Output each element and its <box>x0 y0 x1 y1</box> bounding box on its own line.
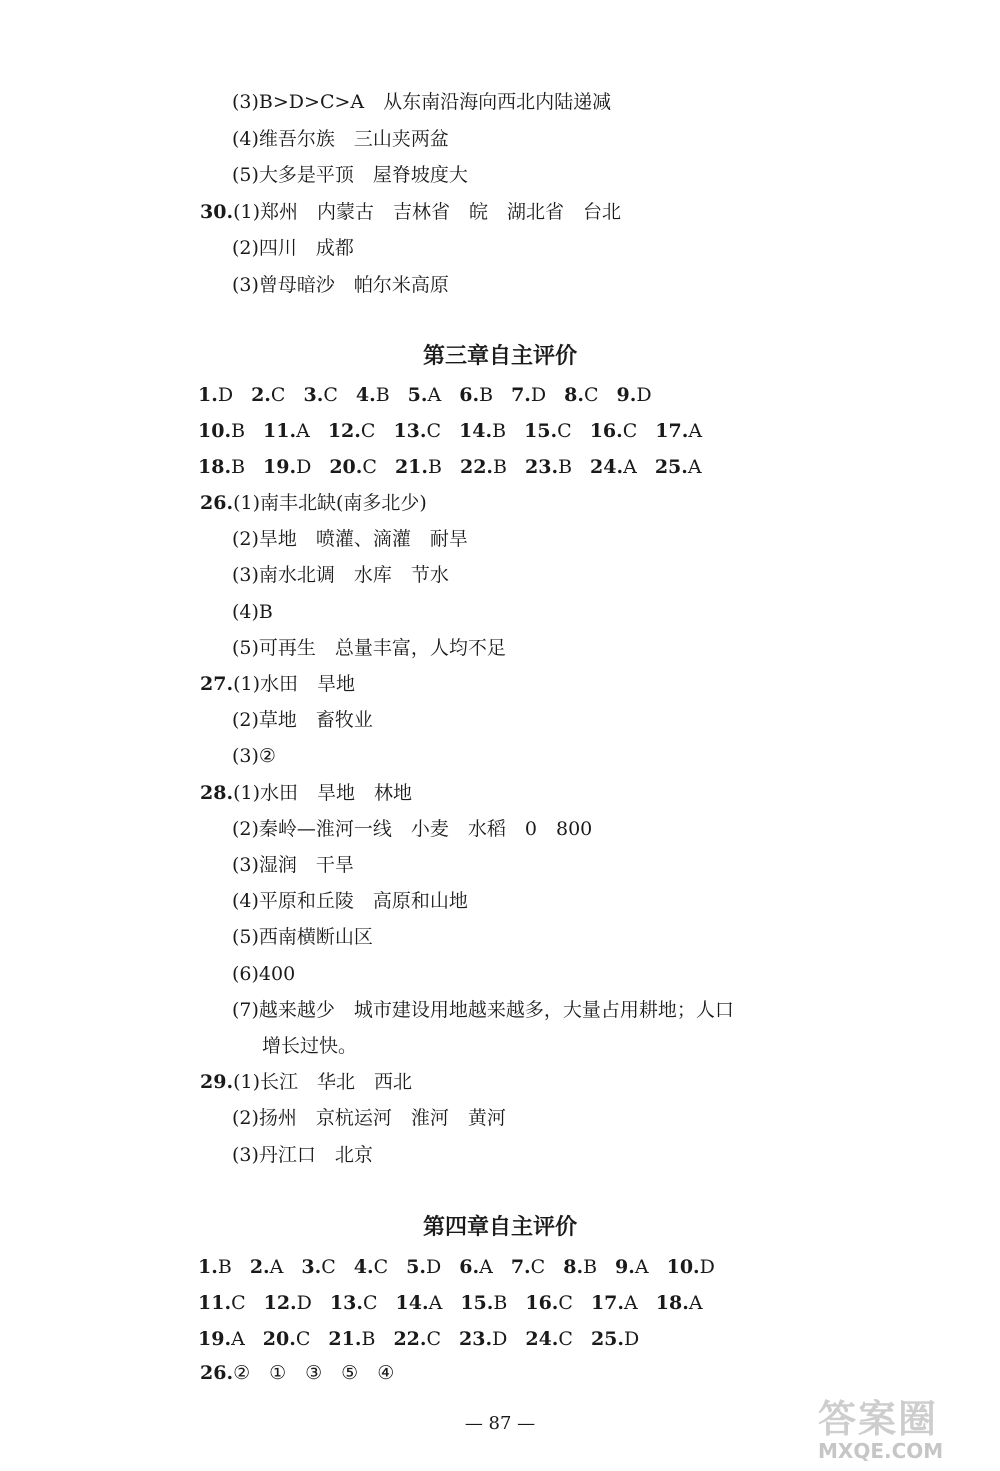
mc-answer <box>263 1326 311 1352</box>
answer-letter: D <box>492 1328 508 1350</box>
mc-answer <box>393 1326 441 1352</box>
question-number: 16. <box>589 420 623 442</box>
answer-letter: C <box>530 1256 546 1278</box>
mc-answer <box>590 418 638 444</box>
answer-letter: B <box>479 384 494 406</box>
answer-letter: A <box>688 420 703 442</box>
question-number: 13. <box>393 420 427 442</box>
answer-letter: C <box>362 1292 378 1314</box>
answer-text: (7)越来越少 城市建设用地越来越多，大量占用耕地；人口 <box>232 998 734 1021</box>
mc-answer <box>198 1254 232 1280</box>
mc-answer-row <box>198 1326 657 1352</box>
question-number: 19. <box>198 1328 232 1350</box>
question-number: 22. <box>459 456 494 478</box>
question-number: 12. <box>263 1292 297 1314</box>
answer-text: (2)草地 畜牧业 <box>232 709 373 732</box>
mc-answer <box>251 382 285 408</box>
answer-text: (3)② <box>232 745 276 768</box>
mc-answer <box>396 1290 443 1316</box>
answer-letter: C <box>557 420 572 442</box>
question-number: 20. <box>329 456 363 478</box>
mc-answer <box>511 382 546 408</box>
answer-letter: A <box>623 456 637 478</box>
answer-letter: C <box>270 384 286 406</box>
mc-answer <box>393 418 441 444</box>
answer-text: (2)四川 成都 <box>232 237 354 259</box>
question-line <box>200 1069 412 1095</box>
mc-answer <box>459 1254 493 1280</box>
answer-text: (2)秦岭—淮河一线 小麦 水稻 0 800 <box>232 817 593 840</box>
answer-letter: A <box>427 384 442 406</box>
question-number: 1. <box>198 1256 218 1278</box>
answer-letter: C <box>558 1328 573 1350</box>
question-number: 4. <box>353 1256 374 1278</box>
mc-answer <box>591 1290 638 1316</box>
answer-letter: C <box>622 420 638 442</box>
mc-answer-row <box>198 1254 733 1280</box>
answer-text: (4)B <box>232 600 273 623</box>
mc-answer <box>329 454 377 480</box>
watermark-logo <box>818 1398 988 1468</box>
answer-line <box>232 126 449 152</box>
question-number: 27. <box>200 673 234 695</box>
mc-answer <box>655 418 702 444</box>
mc-answer <box>406 1254 441 1280</box>
question-number: 11. <box>198 1292 232 1314</box>
answer-text: (4)平原和丘陵 高原和山地 <box>232 890 468 913</box>
mc-answer-row <box>198 454 720 480</box>
answer-letter: A <box>428 1292 443 1314</box>
answer-letter: A <box>479 1256 493 1278</box>
answer-letter: A <box>624 1292 638 1314</box>
mc-answer-row <box>198 382 670 408</box>
answer-text: (1)水田 旱地 林地 <box>233 781 412 804</box>
answer-letter: B <box>493 456 507 478</box>
answer-letter: B <box>361 1328 376 1350</box>
mc-answer <box>460 454 507 480</box>
answer-line <box>262 1033 357 1059</box>
question-number: 14. <box>459 420 493 442</box>
mc-answer <box>617 382 652 408</box>
answer-letter: B <box>217 1256 232 1278</box>
answer-letter: C <box>426 1328 442 1350</box>
answer-letter: B <box>375 384 390 406</box>
answer-letter: B <box>583 1256 598 1278</box>
question-number: 18. <box>198 456 232 478</box>
answer-text: (3)B>D>C>A 从东南沿海向西北内陆递减 <box>232 91 612 113</box>
answer-line <box>232 599 273 625</box>
question-number: 30. <box>200 200 234 223</box>
answer-letter: D <box>426 1256 442 1278</box>
question-number: 17. <box>590 1292 625 1314</box>
mc-answer <box>328 1326 375 1352</box>
question-number: 23. <box>459 1328 493 1350</box>
answer-line <box>232 89 611 115</box>
answer-letter: A <box>687 456 702 478</box>
answer-letter: B <box>428 456 442 478</box>
question-number: 7. <box>511 384 531 406</box>
mc-answer <box>395 454 442 480</box>
answer-letter: C <box>373 1256 389 1278</box>
mc-answer <box>459 1326 507 1352</box>
question-number: 1. <box>198 384 218 406</box>
mc-answer <box>354 1254 388 1280</box>
chapter3-title: 第三章自主评价 <box>422 344 577 369</box>
mc-answer <box>564 382 598 408</box>
mc-answer <box>330 1290 378 1316</box>
question-number: 5. <box>406 1256 427 1278</box>
answer-letter: B <box>558 456 573 478</box>
mc-answer <box>563 1254 597 1280</box>
answer-line <box>232 1142 373 1168</box>
answer-text: (1)南丰北缺(南多北少) <box>233 492 427 514</box>
answer-letter: A <box>296 420 310 442</box>
answer-text: (1)长江 华北 西北 <box>233 1071 412 1094</box>
answer-letter: C <box>295 1328 311 1350</box>
mc-answer <box>524 418 572 444</box>
question-number: 12. <box>327 420 361 442</box>
question-number: 5. <box>407 384 428 406</box>
answer-letter: D <box>296 1292 312 1314</box>
mc-answer <box>667 1254 715 1280</box>
question-number: 11. <box>263 420 297 442</box>
question-number: 6. <box>459 384 480 406</box>
question-number: 8. <box>563 1256 584 1278</box>
answer-letter: D <box>217 384 234 406</box>
answer-letter: B <box>492 420 507 442</box>
mc-answer <box>525 454 572 480</box>
question-line <box>200 199 621 225</box>
mc-answer <box>656 1290 703 1316</box>
answer-line <box>232 816 592 842</box>
question-number: 24. <box>525 1328 559 1350</box>
answer-letter: B <box>231 420 246 442</box>
answer-letter: A <box>269 1256 284 1278</box>
question-number: 9. <box>615 1256 635 1278</box>
answer-letter: C <box>558 1292 573 1314</box>
mc-answer <box>615 1254 649 1280</box>
answer-text: (5)可再生 总量丰富，人均不足 <box>232 636 506 659</box>
question-number: 26. <box>200 1362 234 1384</box>
answer-letter: B <box>493 1292 508 1314</box>
answer-text: (3)湿润 干旱 <box>232 854 354 876</box>
question-number: 9. <box>616 384 637 406</box>
mc-answer <box>250 1254 284 1280</box>
answer-line <box>232 961 295 987</box>
question-number: 17. <box>655 420 689 442</box>
answer-letter: A <box>231 1328 245 1350</box>
question-number: 21. <box>394 456 428 478</box>
mc-answer <box>198 1326 245 1352</box>
answer-line <box>232 635 506 661</box>
answer-letter: A <box>688 1292 703 1314</box>
question-number: 21. <box>328 1328 362 1350</box>
question-number: 8. <box>564 384 584 406</box>
question-number: 6. <box>459 1256 480 1278</box>
mc-answer <box>459 418 506 444</box>
answer-line <box>232 562 449 588</box>
answer-text: (6)400 <box>232 962 296 985</box>
mc-answer <box>511 1254 545 1280</box>
question-number: 25. <box>590 1328 625 1350</box>
question-number: 7. <box>510 1256 531 1278</box>
question-number: 3. <box>301 1256 322 1278</box>
watermark-url: MXQE.COM <box>818 1439 944 1463</box>
mc-answer <box>356 382 390 408</box>
mc-answer <box>198 454 245 480</box>
mc-answer-row <box>198 418 720 444</box>
question-number: 14. <box>395 1292 429 1314</box>
question-number: 24. <box>590 456 624 478</box>
answer-letter: B <box>231 456 246 478</box>
question-line <box>200 490 427 516</box>
mc-answer <box>459 382 493 408</box>
question-line <box>200 671 355 697</box>
answer-line <box>232 997 734 1023</box>
mc-answer <box>264 1290 312 1316</box>
question-number: 15. <box>524 420 558 442</box>
answer-letter: C <box>362 456 377 478</box>
answer-line <box>232 526 468 552</box>
answer-letter: D <box>296 456 312 478</box>
mc-answer <box>655 454 702 480</box>
answer-text: (5)西南横断山区 <box>232 926 373 949</box>
mc-answer <box>301 1254 335 1280</box>
chapter4-title: 第四章自主评价 <box>422 1215 577 1240</box>
answer-letter: D <box>530 384 547 406</box>
answer-letter: C <box>360 420 376 442</box>
question-number: 15. <box>460 1292 494 1314</box>
answer-text: 增长过快。 <box>262 1035 358 1057</box>
answer-line <box>232 924 373 950</box>
mc-answer <box>525 1326 573 1352</box>
mc-answer <box>408 382 442 408</box>
answer-text: (3)南水北调 水库 节水 <box>232 564 449 587</box>
question-number: 20. <box>262 1328 296 1350</box>
answer-letter: C <box>231 1292 246 1314</box>
watermark-cn: 答案圈 <box>818 1397 939 1441</box>
question-number: 18. <box>655 1292 689 1314</box>
answer-letter: D <box>636 384 652 406</box>
answer-line <box>232 852 354 878</box>
question-number: 2. <box>251 384 271 406</box>
answer-letter: C <box>323 384 338 406</box>
answer-text: (1)郑州 内蒙古 吉林省 皖 湖北省 台北 <box>233 200 621 223</box>
mc-answer <box>590 454 637 480</box>
mc-answer <box>328 418 376 444</box>
answer-line <box>232 707 373 733</box>
question-number: 23. <box>525 456 559 478</box>
answer-line <box>232 162 468 188</box>
answer-text: (3)丹江口 北京 <box>232 1143 373 1166</box>
mc-answer <box>198 1290 246 1316</box>
question-number: 22. <box>393 1328 427 1350</box>
question-number: 4. <box>355 384 376 406</box>
answer-line <box>232 888 468 914</box>
question-number: 10. <box>198 420 232 442</box>
question-line <box>200 1360 394 1386</box>
answer-letter: C <box>426 420 442 442</box>
answer-line <box>232 743 276 769</box>
page-number: — 87 — <box>464 1413 536 1434</box>
mc-answer <box>263 418 310 444</box>
mc-answer <box>525 1290 573 1316</box>
answer-text: (2)扬州 京杭运河 淮河 黄河 <box>232 1107 506 1130</box>
question-number: 2. <box>249 1256 270 1278</box>
mc-answer <box>591 1326 639 1352</box>
question-number: 26. <box>200 492 234 514</box>
answer-text: ② ① ③ ⑤ ④ <box>233 1362 395 1384</box>
answer-line <box>232 272 449 298</box>
question-number: 3. <box>303 384 324 406</box>
answer-line <box>232 1105 506 1131</box>
answer-letter: A <box>634 1256 649 1278</box>
answer-text: (4)维吾尔族 三山夹两盆 <box>232 127 449 150</box>
answer-letter: C <box>321 1256 336 1278</box>
answer-text: (2)旱地 喷灌、滴灌 耐旱 <box>232 528 468 551</box>
question-number: 19. <box>263 456 297 478</box>
question-line <box>200 780 412 806</box>
question-number: 28. <box>200 781 234 804</box>
answer-text: (1)水田 旱地 <box>233 673 355 695</box>
answer-text: (5)大多是平顶 屋脊坡度大 <box>232 164 468 186</box>
answer-letter: C <box>583 384 599 406</box>
mc-answer <box>303 382 337 408</box>
answer-line <box>232 235 354 261</box>
mc-answer-row <box>198 1290 721 1316</box>
mc-answer <box>198 418 245 444</box>
question-number: 10. <box>666 1256 700 1278</box>
question-number: 16. <box>525 1292 559 1314</box>
answer-text: (3)曾母暗沙 帕尔米高原 <box>232 273 449 296</box>
question-number: 29. <box>200 1071 234 1094</box>
mc-answer <box>263 454 311 480</box>
question-number: 25. <box>654 456 688 478</box>
mc-answer <box>460 1290 507 1316</box>
answer-letter: D <box>699 1256 715 1278</box>
mc-answer <box>198 382 233 408</box>
question-number: 13. <box>329 1292 363 1314</box>
answer-letter: D <box>624 1328 640 1350</box>
